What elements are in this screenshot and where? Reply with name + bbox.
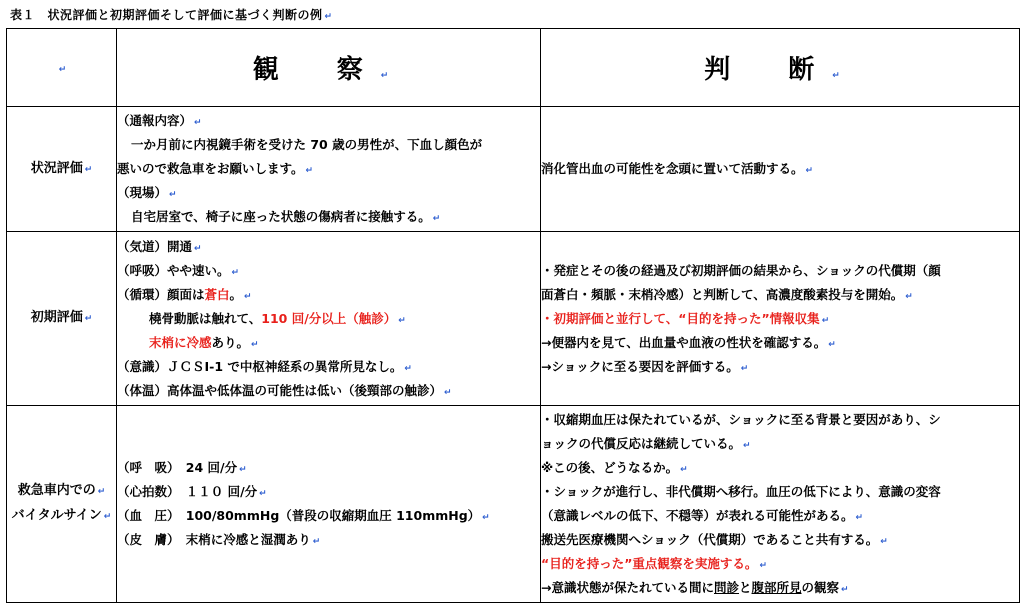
return-mark-icon: ↵	[832, 71, 856, 81]
vitals-judgment	[541, 406, 1020, 603]
judg-line: →便器内を見て、出血量や血液の性状を確認する。 ↵	[541, 334, 836, 350]
initial-observation	[117, 232, 541, 406]
return-mark-icon: ↵	[312, 537, 321, 547]
return-mark-icon: ↵	[805, 166, 814, 176]
return-mark-icon: ↵	[680, 465, 688, 475]
return-mark-icon: ↵	[251, 339, 259, 350]
obs-line: （皮 膚） 末梢に冷感と湿潤あり ↵	[117, 532, 321, 547]
header-judgment: 判 断 ↵	[541, 29, 1020, 107]
return-mark-icon: ↵	[84, 164, 93, 175]
obs-line: （循環）顔面は蒼白。 ↵	[117, 286, 252, 302]
obs-line: 末梢に冷感あり。 ↵	[149, 334, 259, 350]
return-mark-icon: ↵	[58, 64, 67, 75]
return-mark-icon: ↵	[821, 315, 830, 326]
row-situation	[7, 107, 1020, 232]
return-mark-icon: ↵	[444, 387, 452, 398]
return-mark-icon: ↵	[97, 487, 106, 497]
return-mark-icon: ↵	[482, 513, 490, 523]
judg-line: ョックの代償反応は継続している。 ↵	[541, 436, 751, 451]
return-mark-icon: ↵	[324, 12, 333, 22]
header-row	[7, 29, 1020, 107]
return-mark-icon: ↵	[880, 537, 888, 547]
obs-line: 悪いので救急車をお願いします。 ↵	[117, 161, 314, 176]
situation-judgment	[541, 107, 1020, 232]
obs-line: （気道）開通 ↵	[117, 238, 202, 254]
return-mark-icon: ↵	[103, 512, 112, 522]
obs-line: （血 圧） 100/80mmHg（普段の収縮期血圧 110mmHg） ↵	[117, 508, 490, 523]
return-mark-icon: ↵	[743, 441, 751, 451]
obs-line: 橈骨動脈は触れて、110 回/分以上（触診） ↵	[149, 310, 406, 326]
judg-line: ・初期評価と並行して、“目的を持った”情報収集 ↵	[541, 310, 830, 326]
situation-observation	[117, 107, 541, 232]
judg-line: 面蒼白・頻脈・末梢冷感）と判断して、高濃度酸素投与を開始。 ↵	[541, 286, 913, 302]
return-mark-icon: ↵	[398, 315, 406, 326]
obs-line: 自宅居室で、椅子に座った状態の傷病者に接触する。 ↵	[131, 209, 441, 224]
judg-line: “目的を持った”重点観察を実施する。 ↵	[541, 556, 767, 571]
obs-line: （呼 吸） 24 回/分 ↵	[117, 460, 247, 475]
obs-line: 一か月前に内視鏡手術を受けた 70 歳の男性が、下血し顔色が	[131, 137, 483, 152]
return-mark-icon: ↵	[905, 291, 913, 302]
judg-line: →ショックに至る要因を評価する。 ↵	[541, 358, 749, 374]
return-mark-icon: ↵	[404, 363, 412, 374]
return-mark-icon: ↵	[855, 513, 864, 523]
judg-line: ・発症とその後の経過及び初期評価の結果から、ショックの代償期（顔	[541, 262, 941, 278]
row-initial	[7, 232, 1020, 406]
row-label-vitals: 救急車内での ↵ バイタルサイン ↵	[7, 406, 117, 603]
obs-line: （現場） ↵	[117, 185, 177, 200]
judg-line: ・収縮期血圧は保たれているが、ショックに至る背景と要因があり、シ	[541, 412, 941, 427]
return-mark-icon: ↵	[305, 166, 314, 176]
return-mark-icon: ↵	[244, 291, 252, 302]
judg-line: （意識レベルの低下、不穏等）が表れる可能性がある。 ↵	[541, 508, 864, 523]
return-mark-icon: ↵	[380, 71, 405, 81]
return-mark-icon: ↵	[84, 314, 93, 324]
obs-line: （通報内容） ↵	[117, 113, 202, 128]
return-mark-icon: ↵	[432, 214, 441, 224]
header-observation: 観 察 ↵	[117, 29, 541, 107]
return-mark-icon: ↵	[194, 243, 202, 254]
judg-line: 搬送先医療機関へショック（代償期）であること共有する。 ↵	[541, 532, 888, 547]
judg-line: ・ショックが進行し、非代償期へ移行。血圧の低下により、意識の変容	[541, 484, 941, 499]
return-mark-icon: ↵	[841, 585, 849, 595]
header-empty-cell	[7, 29, 117, 107]
row-label-situation: 状況評価 ↵	[7, 107, 117, 232]
obs-line: （意識）ＪＣＳⅠ-1 で中枢神経系の異常所見なし。 ↵	[117, 358, 412, 374]
row-label-initial: 初期評価 ↵	[7, 232, 117, 406]
judg-line: →意識状態が保たれている間に問診と腹部所見の観察 ↵	[541, 580, 849, 595]
return-mark-icon: ↵	[740, 363, 749, 374]
return-mark-icon: ↵	[169, 190, 177, 200]
obs-line: （心拍数） １１０ 回/分 ↵	[117, 484, 267, 499]
vitals-observation	[117, 406, 541, 603]
return-mark-icon: ↵	[759, 561, 767, 571]
row-vitals	[7, 406, 1020, 603]
obs-line: （呼吸）やや速い。 ↵	[117, 262, 240, 278]
table-caption: 表１ 状況評価と初期評価そして評価に基づく判断の例 ↵	[10, 8, 333, 22]
judg-line: 消化管出血の可能性を念頭に置いて活動する。 ↵	[541, 161, 814, 176]
initial-judgment	[541, 232, 1020, 406]
return-mark-icon: ↵	[194, 118, 202, 128]
return-mark-icon: ↵	[259, 489, 267, 499]
obs-line: （体温）高体温や低体温の可能性は低い（後頸部の触診） ↵	[117, 382, 452, 398]
return-mark-icon: ↵	[239, 465, 247, 475]
return-mark-icon: ↵	[828, 339, 836, 350]
evaluation-table	[6, 28, 1020, 603]
judg-line: ※この後、どうなるか。 ↵	[541, 460, 688, 475]
return-mark-icon: ↵	[231, 267, 240, 278]
